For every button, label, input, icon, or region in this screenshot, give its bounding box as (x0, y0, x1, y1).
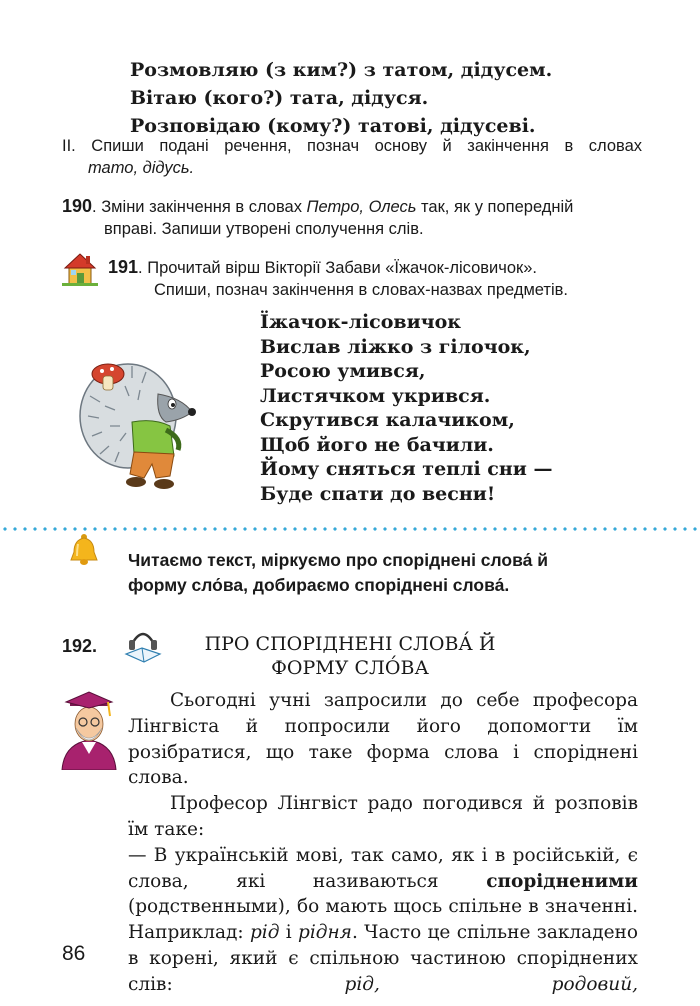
prose-body (128, 688, 638, 998)
poem-line: Вислав ліжко з гілочок, (260, 335, 531, 358)
example-line-1: Розмовляю (з ким?) з татом, дідусем. (130, 59, 553, 81)
exercise-191-line-2: Спиши, познач закінчення в словах-назвах предметів. (154, 281, 568, 299)
prose-example-word: рід (249, 922, 280, 944)
example-line-2: Вітаю (кого?) тата, дідуся. (130, 87, 429, 109)
page-number: 86 (62, 942, 86, 965)
prose-paragraph-2: Професор Лінгвіст радо погодився й розповів їм таке: (128, 793, 638, 840)
exercise-190-text: . Зміни закінчення в словах (92, 198, 307, 216)
prose-text: і (279, 922, 299, 944)
exercise-192-number: 192. (62, 636, 98, 656)
poem-line: Йому сняться теплі сни — (260, 458, 553, 480)
exercise-191-line-1: . Прочитай вірш Вікторії Забави «Їжачок-лісовичок». (138, 259, 537, 277)
rule-line-1: Читаємо текст, міркуємо про споріднені слова́ й (128, 550, 548, 570)
prose-paragraph-3 (128, 843, 638, 998)
exercise-190 (62, 195, 642, 240)
prose-paragraph-1: Сьогодні учні запросили до себе професора Лінгвіста й попросили його допомогти їм розібратися, що таке форма слова і споріднені слова. (128, 690, 638, 789)
prose-example-words: рід, родовий, (344, 973, 638, 995)
prose-text: — В українській мові, так само, як і в російській, є слова, які називаються (128, 844, 638, 892)
rule-line-2: форму сло́ва, добираємо споріднені слова́. (128, 575, 510, 595)
poem-line: Їжачок-лісовичок (260, 311, 462, 333)
prose-bold-term: спорідненими (486, 870, 638, 892)
dotted-divider (0, 527, 700, 531)
exercise-190-text-2: так, як у попередній (416, 198, 574, 216)
exercise-192-title (200, 632, 500, 680)
exercise-191 (108, 256, 648, 301)
exercise-190-names: Петро, Олесь (306, 198, 417, 216)
hedgehog-illustration (70, 346, 200, 496)
title-line-1: ПРО СПОРІДНЕНІ СЛОВА́ Й (204, 633, 496, 655)
prose-text: (родственными), бо мають щось спільне в значенні. Наприклад: (128, 896, 638, 944)
example-line-3: Розповідаю (кому?) татові, дідусеві. (130, 115, 536, 137)
title-line-2: ФОРМУ СЛО́ВА (271, 657, 429, 679)
prose-text: . Часто це спільне закладено в корені, який є спільною частиною споріднених слів: (128, 922, 638, 995)
task-ii (62, 135, 642, 179)
poem-line: Росою умився, (260, 360, 426, 382)
poem-line: Буде спати до весни! (260, 482, 496, 505)
poem (260, 310, 553, 506)
listen-book-icon (120, 624, 166, 664)
bell-icon (66, 532, 102, 568)
prose-example-word: рідня (298, 922, 352, 944)
home-task-icon (62, 250, 98, 286)
poem-line: Скрутився калачиком, (260, 409, 515, 431)
task-ii-text: ІІ. Спиши подані речення, познач основу й закінчення в словах (62, 137, 642, 155)
poem-line: Листячком укрився. (260, 384, 491, 407)
professor-illustration (56, 690, 122, 770)
task-ii-words: тато, дідусь. (88, 159, 195, 177)
poem-line: Щоб його не бачили. (260, 433, 494, 456)
exercise-190-number: 190 (62, 196, 93, 216)
exercise-191-number: 191 (108, 257, 139, 277)
rule-text (128, 548, 548, 598)
exercise-190-line-2: вправі. Запиши утворені сполучення слів. (104, 220, 424, 238)
